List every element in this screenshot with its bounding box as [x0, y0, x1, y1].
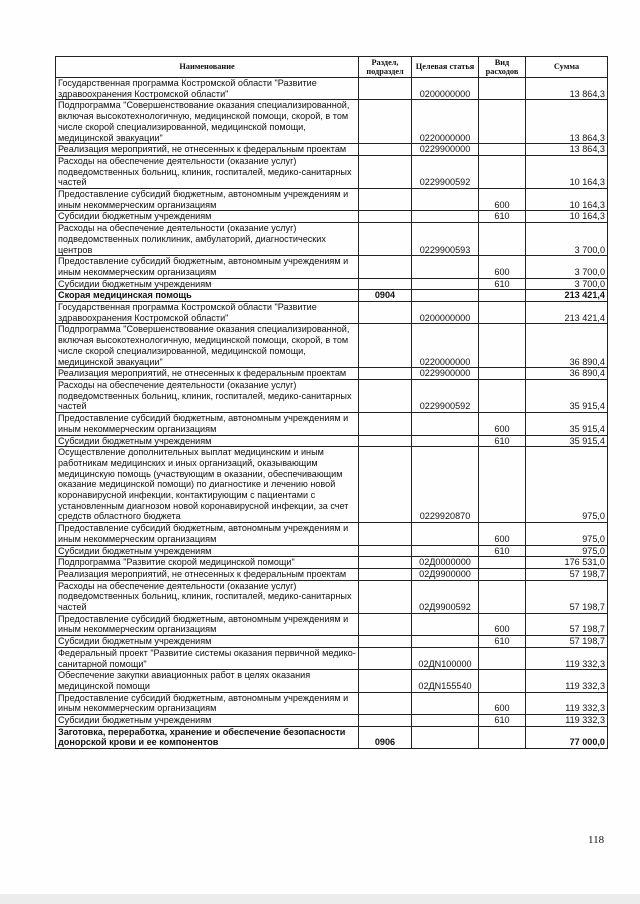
cell-sum: 77 000,0 — [526, 726, 608, 748]
cell-expense-type: 600 — [479, 256, 526, 278]
cell-name: Скорая медицинская помощь — [56, 290, 359, 302]
cell-razdel — [359, 715, 412, 727]
cell-razdel — [359, 435, 412, 447]
cell-target-article: 02ДN155540 — [412, 670, 479, 692]
cell-target-article — [412, 692, 479, 714]
cell-sum: 36 890,4 — [526, 368, 608, 380]
table-row — [56, 256, 608, 278]
cell-razdel — [359, 100, 412, 144]
cell-name: Субсидии бюджетным учреждениям — [56, 278, 359, 290]
cell-name: Осуществление дополнительных выплат медицинским и иным работникам медицинских и иных организаций, оказывающим медицинскую помощь (участвующим в оказании, обеспечивающим оказание медицинской помощи) по диагностике и лечению новой коронавирусной инфекции, контактирующим с пациентами с установленным диагнозом новой коронавирусной инфекции, за счет средств областного бюджета — [56, 447, 359, 523]
page-bottom-edge — [0, 894, 640, 904]
table-row — [56, 613, 608, 635]
cell-sum: 3 700,0 — [526, 256, 608, 278]
cell-sum: 119 332,3 — [526, 670, 608, 692]
cell-razdel — [359, 211, 412, 223]
cell-target-article: 0229900592 — [412, 155, 479, 188]
table-row — [56, 413, 608, 435]
cell-name: Предоставление субсидий бюджетным, автономным учреждениям и иным некоммерческим организациям — [56, 523, 359, 545]
cell-sum: 35 915,4 — [526, 435, 608, 447]
cell-expense-type: 600 — [479, 523, 526, 545]
cell-name: Расходы на обеспечение деятельности (оказание услуг) подведомственных поликлиник, амбулаторий, диагностических центров — [56, 223, 359, 256]
cell-name: Предоставление субсидий бюджетным, автономным учреждениям и иным некоммерческим организациям — [56, 692, 359, 714]
table-row — [56, 379, 608, 412]
table-row — [56, 302, 608, 324]
cell-sum: 13 864,3 — [526, 144, 608, 156]
cell-target-article — [412, 636, 479, 648]
cell-target-article: 02Д9900000 — [412, 568, 479, 580]
cell-target-article: 0200000000 — [412, 302, 479, 324]
cell-sum: 10 164,3 — [526, 189, 608, 211]
cell-sum: 119 332,3 — [526, 692, 608, 714]
cell-target-article: 0229900000 — [412, 368, 479, 380]
table-row — [56, 290, 608, 302]
table-body — [56, 78, 608, 749]
cell-target-article: 02ДN100000 — [412, 647, 479, 669]
cell-name: Субсидии бюджетным учреждениям — [56, 211, 359, 223]
table-row — [56, 636, 608, 648]
cell-razdel — [359, 223, 412, 256]
cell-razdel — [359, 568, 412, 580]
cell-name: Предоставление субсидий бюджетным, автономным учреждениям и иным некоммерческим организациям — [56, 413, 359, 435]
cell-razdel — [359, 302, 412, 324]
cell-razdel — [359, 413, 412, 435]
table-row — [56, 557, 608, 569]
cell-sum: 13 864,3 — [526, 78, 608, 100]
cell-target-article: 0220000000 — [412, 100, 479, 144]
cell-target-article — [412, 726, 479, 748]
table-row — [56, 692, 608, 714]
cell-razdel — [359, 670, 412, 692]
table-row — [56, 211, 608, 223]
cell-target-article — [412, 613, 479, 635]
cell-expense-type — [479, 324, 526, 368]
cell-target-article — [412, 211, 479, 223]
table-row — [56, 435, 608, 447]
cell-name: Подпрограмма "Совершенствование оказания специализированной, включая высокотехнологичную, медицинской помощи, скорой, в том числе скорой специализированной, медицинской помощи, медицинской эвакуации" — [56, 324, 359, 368]
cell-target-article: 0229900593 — [412, 223, 479, 256]
cell-razdel — [359, 368, 412, 380]
cell-expense-type: 600 — [479, 413, 526, 435]
table-row — [56, 545, 608, 557]
cell-target-article — [412, 523, 479, 545]
cell-name: Субсидии бюджетным учреждениям — [56, 636, 359, 648]
cell-razdel — [359, 379, 412, 412]
table-row — [56, 144, 608, 156]
cell-expense-type: 600 — [479, 189, 526, 211]
cell-target-article: 0220000000 — [412, 324, 479, 368]
cell-target-article: 0229900000 — [412, 144, 479, 156]
cell-name: Расходы на обеспечение деятельности (оказание услуг) подведомственных больниц, клиник, госпиталей, медико-санитарных частей — [56, 155, 359, 188]
header-sum: Сумма — [526, 57, 608, 78]
cell-razdel — [359, 189, 412, 211]
table-row — [56, 78, 608, 100]
header-target-article: Целевая статья — [412, 57, 479, 78]
cell-expense-type: 600 — [479, 613, 526, 635]
cell-razdel — [359, 155, 412, 188]
cell-name: Расходы на обеспечение деятельности (оказание услуг) подведомственных больниц, клиник, госпиталей, медико-санитарных частей — [56, 379, 359, 412]
cell-name: Государственная программа Костромской области "Развитие здравоохранения Костромской области" — [56, 78, 359, 100]
cell-target-article — [412, 189, 479, 211]
table-row — [56, 523, 608, 545]
cell-expense-type — [479, 100, 526, 144]
cell-razdel — [359, 324, 412, 368]
cell-razdel — [359, 692, 412, 714]
cell-target-article — [412, 435, 479, 447]
cell-sum: 975,0 — [526, 523, 608, 545]
cell-sum: 3 700,0 — [526, 278, 608, 290]
header-expense-type: Вид расходов — [479, 57, 526, 78]
cell-sum: 36 890,4 — [526, 324, 608, 368]
cell-razdel — [359, 647, 412, 669]
cell-sum: 119 332,3 — [526, 647, 608, 669]
cell-name: Подпрограмма "Совершенствование оказания специализированной, включая высокотехнологичную, медицинской помощи, скорой, в том числе скорой специализированной, медицинской помощи, медицинской эвакуации" — [56, 100, 359, 144]
cell-expense-type: 610 — [479, 278, 526, 290]
table-row — [56, 647, 608, 669]
cell-expense-type — [479, 144, 526, 156]
cell-target-article — [412, 290, 479, 302]
cell-target-article: 02Д0000000 — [412, 557, 479, 569]
cell-expense-type: 610 — [479, 545, 526, 557]
cell-expense-type — [479, 379, 526, 412]
cell-expense-type: 610 — [479, 211, 526, 223]
cell-expense-type — [479, 557, 526, 569]
cell-name: Субсидии бюджетным учреждениям — [56, 715, 359, 727]
cell-razdel: 0904 — [359, 290, 412, 302]
cell-expense-type: 610 — [479, 435, 526, 447]
cell-target-article — [412, 413, 479, 435]
cell-target-article — [412, 545, 479, 557]
cell-name: Субсидии бюджетным учреждениям — [56, 545, 359, 557]
cell-sum: 10 164,3 — [526, 211, 608, 223]
cell-name: Подпрограмма "Развитие скорой медицинской помощи" — [56, 557, 359, 569]
cell-razdel — [359, 256, 412, 278]
cell-razdel: 0906 — [359, 726, 412, 748]
cell-name: Государственная программа Костромской области "Развитие здравоохранения Костромской области" — [56, 302, 359, 324]
cell-name: Предоставление субсидий бюджетным, автономным учреждениям и иным некоммерческим организациям — [56, 189, 359, 211]
table-row — [56, 223, 608, 256]
cell-expense-type — [479, 78, 526, 100]
cell-razdel — [359, 557, 412, 569]
cell-expense-type — [479, 368, 526, 380]
budget-table — [55, 56, 608, 749]
cell-expense-type — [479, 447, 526, 523]
cell-expense-type — [479, 155, 526, 188]
cell-razdel — [359, 447, 412, 523]
table-row — [56, 670, 608, 692]
cell-sum: 975,0 — [526, 447, 608, 523]
cell-expense-type: 600 — [479, 692, 526, 714]
cell-sum: 57 198,7 — [526, 568, 608, 580]
cell-expense-type — [479, 726, 526, 748]
table-row — [56, 447, 608, 523]
cell-name: Обеспечение закупки авиационных работ в целях оказания медицинской помощи — [56, 670, 359, 692]
cell-target-article: 02Д9900592 — [412, 580, 479, 613]
cell-target-article — [412, 278, 479, 290]
cell-name: Реализация мероприятий, не отнесенных к федеральным проектам — [56, 144, 359, 156]
cell-expense-type — [479, 223, 526, 256]
cell-sum: 176 531,0 — [526, 557, 608, 569]
table-header — [56, 57, 608, 78]
cell-sum: 10 164,3 — [526, 155, 608, 188]
table-row — [56, 278, 608, 290]
cell-expense-type — [479, 290, 526, 302]
cell-sum: 13 864,3 — [526, 100, 608, 144]
cell-name: Реализация мероприятий, не отнесенных к федеральным проектам — [56, 568, 359, 580]
table-row — [56, 100, 608, 144]
cell-expense-type: 610 — [479, 636, 526, 648]
cell-sum: 35 915,4 — [526, 413, 608, 435]
cell-razdel — [359, 78, 412, 100]
cell-expense-type — [479, 580, 526, 613]
cell-expense-type — [479, 568, 526, 580]
table-row — [56, 568, 608, 580]
cell-name: Заготовка, переработка, хранение и обеспечение безопасности донорской крови и ее компонентов — [56, 726, 359, 748]
table-row — [56, 715, 608, 727]
cell-target-article — [412, 715, 479, 727]
cell-name: Расходы на обеспечение деятельности (оказание услуг) подведомственных больниц, клиник, госпиталей, медико-санитарных частей — [56, 580, 359, 613]
cell-target-article — [412, 256, 479, 278]
header-razdel: Раздел, подраздел — [359, 57, 412, 78]
table-row — [56, 189, 608, 211]
cell-razdel — [359, 545, 412, 557]
cell-target-article: 0229920870 — [412, 447, 479, 523]
cell-name: Реализация мероприятий, не отнесенных к федеральным проектам — [56, 368, 359, 380]
cell-sum: 35 915,4 — [526, 379, 608, 412]
table-row — [56, 726, 608, 748]
cell-target-article: 0200000000 — [412, 78, 479, 100]
cell-sum: 57 198,7 — [526, 613, 608, 635]
cell-razdel — [359, 636, 412, 648]
cell-razdel — [359, 278, 412, 290]
cell-name: Федеральный проект "Развитие системы оказания первичной медико-санитарной помощи" — [56, 647, 359, 669]
cell-expense-type: 610 — [479, 715, 526, 727]
table-row — [56, 324, 608, 368]
table-row — [56, 580, 608, 613]
cell-name: Предоставление субсидий бюджетным, автономным учреждениям и иным некоммерческим организациям — [56, 256, 359, 278]
cell-expense-type — [479, 647, 526, 669]
cell-razdel — [359, 523, 412, 545]
cell-expense-type — [479, 302, 526, 324]
cell-razdel — [359, 144, 412, 156]
cell-sum: 57 198,7 — [526, 636, 608, 648]
cell-expense-type — [479, 670, 526, 692]
cell-sum: 213 421,4 — [526, 302, 608, 324]
page-number: 118 — [588, 834, 605, 846]
table-row — [56, 368, 608, 380]
cell-sum: 213 421,4 — [526, 290, 608, 302]
cell-name: Предоставление субсидий бюджетным, автономным учреждениям и иным некоммерческим организациям — [56, 613, 359, 635]
cell-sum: 57 198,7 — [526, 580, 608, 613]
cell-razdel — [359, 580, 412, 613]
cell-sum: 3 700,0 — [526, 223, 608, 256]
cell-name: Субсидии бюджетным учреждениям — [56, 435, 359, 447]
cell-sum: 975,0 — [526, 545, 608, 557]
cell-razdel — [359, 613, 412, 635]
table-row — [56, 155, 608, 188]
cell-sum: 119 332,3 — [526, 715, 608, 727]
header-name: Наименование — [56, 57, 359, 78]
cell-target-article: 0229900592 — [412, 379, 479, 412]
